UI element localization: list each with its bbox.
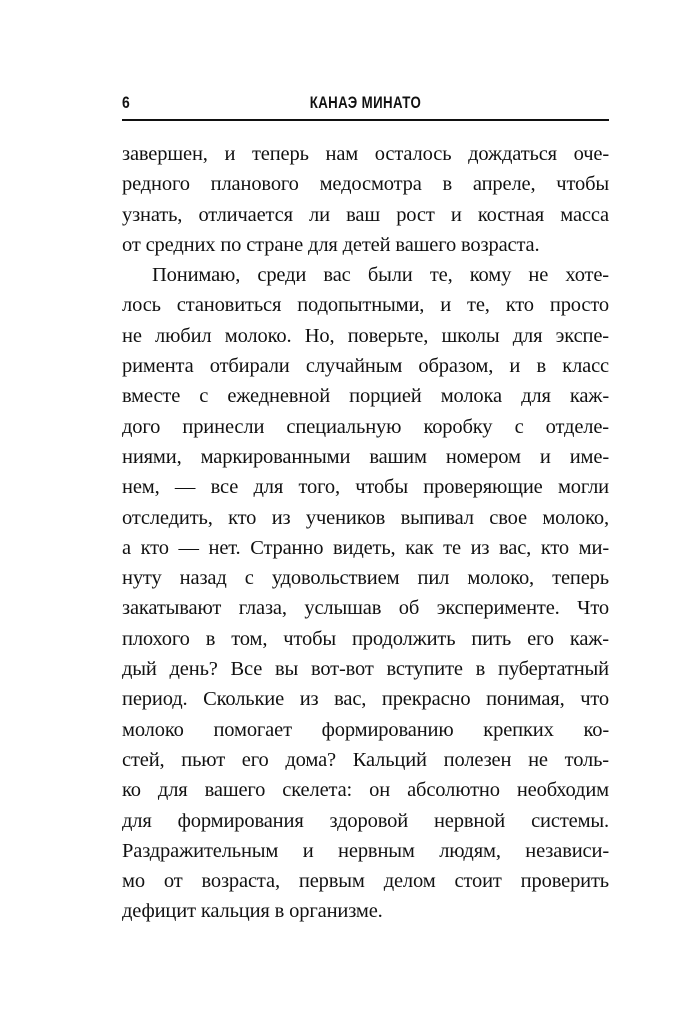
text-line: вместе с ежедневной порцией молока для каж- [122, 385, 609, 408]
text-line: лось становиться подопытными, и те, кто просто [122, 294, 609, 317]
text-line: ниями, маркированными вашим номером и име- [122, 445, 609, 468]
page-number: 6 [122, 93, 130, 112]
author-name [122, 93, 609, 113]
text-line: плохого в том, чтобы продолжить пить его каж- [122, 627, 609, 650]
text-line: римента отбирали случайным образом, и в класс [122, 355, 609, 378]
text-line: от средних по стране для детей вашего возраста. [122, 233, 540, 256]
text-line: стей, пьют его дома? Кальций полезен не толь- [122, 748, 609, 771]
text-line: дефицит кальция в организме. [122, 900, 383, 923]
text-line: мо от возраста, первым делом стоит проверить [122, 870, 609, 893]
text-line: редного планового медосмотра в апреле, чтобы [122, 173, 609, 196]
text-line: закатывают глаза, услышав об эксперименте. Что [122, 597, 609, 620]
text-line: Раздражительным и нервным людям, независи- [122, 839, 609, 862]
text-line: а кто — нет. Странно видеть, как те из вас, кто ми- [122, 536, 609, 559]
text-line: ко для вашего скелета: он абсолютно необходим [122, 779, 609, 802]
text-line: нем, — все для того, чтобы проверяющие могли [122, 476, 609, 499]
text-line: дый день? Все вы вот-вот вступите в пубертатный [122, 658, 609, 681]
text-line: завершен, и теперь нам осталось дождаться оче- [122, 143, 609, 165]
text-line: молоко помогает формированию крепких ко- [122, 718, 609, 741]
body-text [122, 139, 609, 927]
text-line: для формирования здоровой нервной системы. [122, 809, 609, 832]
running-head [122, 93, 609, 121]
text-line: нуту назад с удовольствием пил молоко, теперь [122, 567, 609, 590]
author-name-text: КАНАЭ МИНАТО [309, 93, 422, 112]
text-line: дого принесли специальную коробку с отделе- [122, 415, 609, 438]
text-line: отследить, кто из учеников выпивал свое молоко, [122, 506, 609, 529]
text-line: узнать, отличается ли ваш рост и костная масса [122, 203, 609, 226]
paragraph-first-line: Понимаю, среди вас были те, кому не хоте- [152, 264, 609, 287]
text-line: период. Сколькие из вас, прекрасно понимая, что [122, 688, 609, 711]
text-line: не любил молоко. Но, поверьте, школы для экспе- [122, 324, 609, 347]
